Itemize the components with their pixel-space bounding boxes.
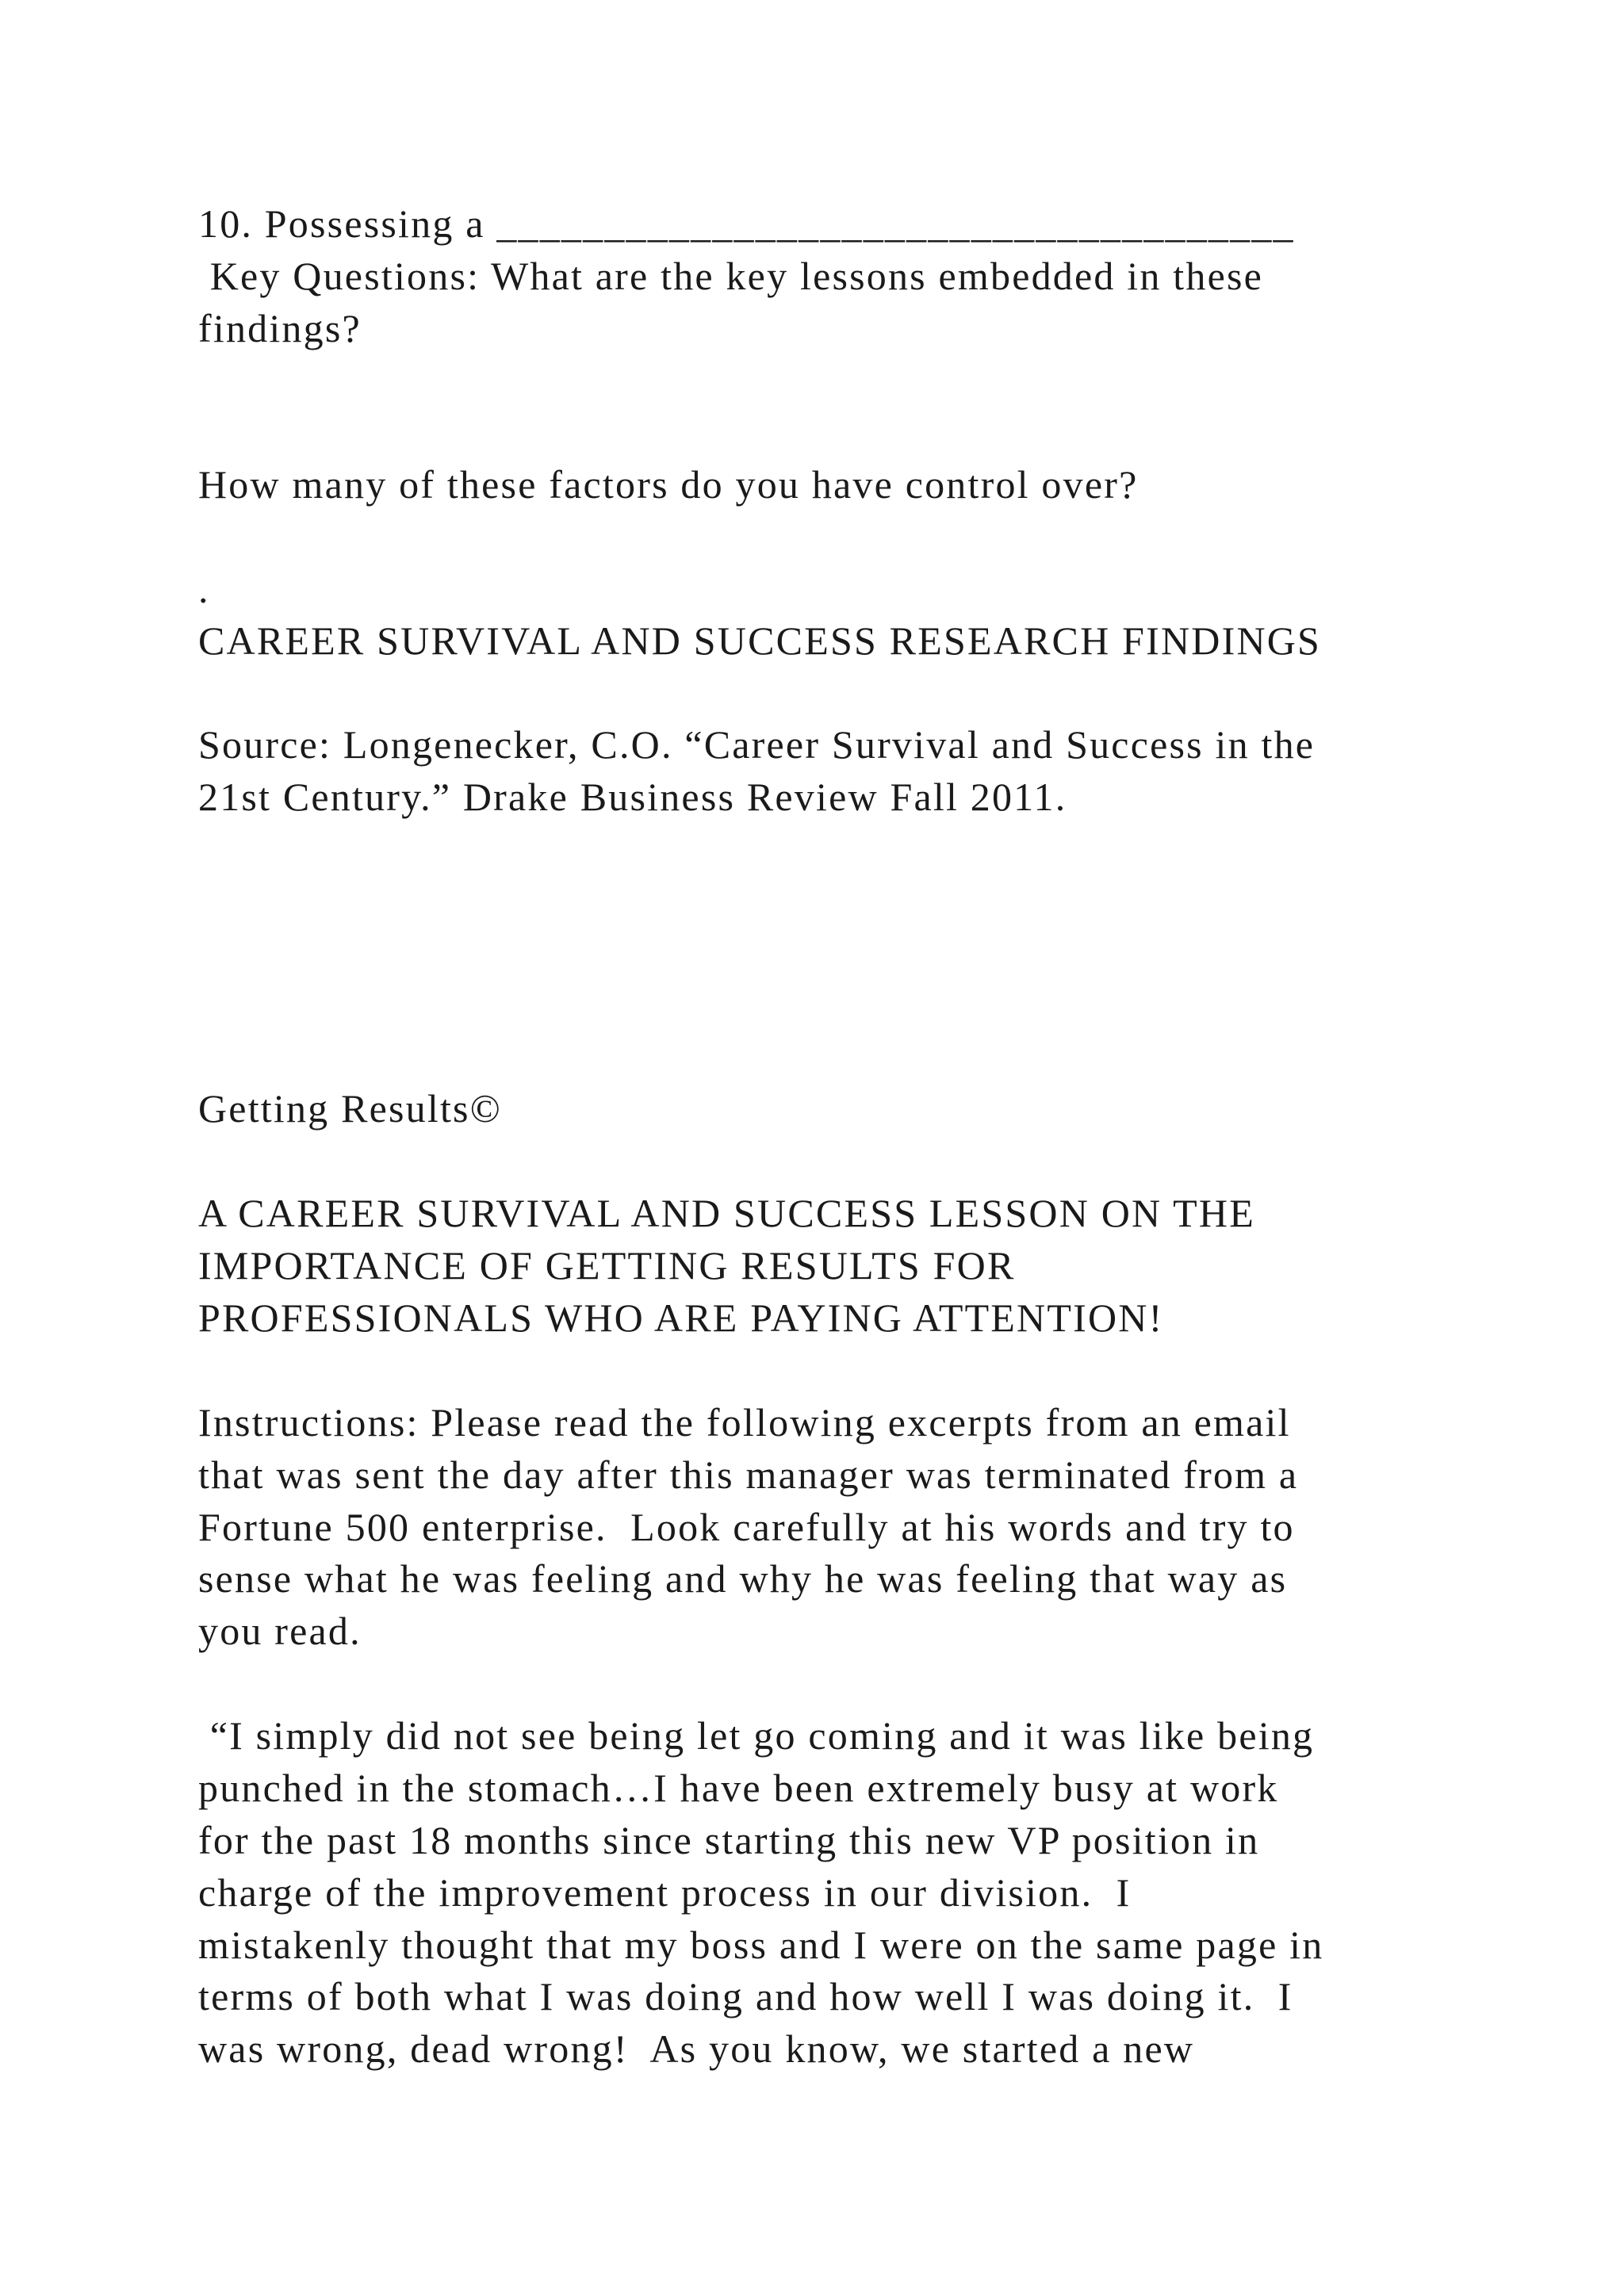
email-excerpt-line-4: charge of the improvement process in our division. I: [198, 1870, 1132, 1915]
instructions-line-4: sense what he was feeling and why he was feeling that way as: [198, 1556, 1288, 1601]
email-excerpt-line-3: for the past 18 months since starting this new VP position in: [198, 1818, 1260, 1862]
research-findings-heading: CAREER SURVIVAL AND SUCCESS RESEARCH FINDINGS: [198, 618, 1322, 663]
instructions-line-1: Instructions: Please read the following excerpts from an email: [198, 1400, 1291, 1445]
dot-line: .: [198, 567, 210, 611]
lesson-heading-line-1: A CAREER SURVIVAL AND SUCCESS LESSON ON THE: [198, 1191, 1255, 1235]
lesson-heading-line-3: PROFESSIONALS WHO ARE PAYING ATTENTION!: [198, 1295, 1164, 1340]
key-questions-line-2: findings?: [198, 306, 362, 350]
email-excerpt-line-5: mistakenly thought that my boss and I were on the same page in: [198, 1923, 1324, 1967]
key-questions-line-1: Key Questions: What are the key lessons embedded in these: [198, 254, 1264, 298]
instructions-line-3: Fortune 500 enterprise. Look carefully at his words and try to: [198, 1505, 1295, 1549]
source-line-2: 21st Century.” Drake Business Review Fall 2011.: [198, 775, 1067, 819]
question-10-line: 10. Possessing a _____________________________________: [198, 201, 1295, 246]
email-excerpt-line-7: was wrong, dead wrong! As you know, we started a new: [198, 2026, 1195, 2071]
instructions-line-5: you read.: [198, 1609, 362, 1653]
control-question-line: How many of these factors do you have control over?: [198, 462, 1139, 507]
lesson-heading-line-2: IMPORTANCE OF GETTING RESULTS FOR: [198, 1243, 1016, 1288]
email-excerpt-line-6: terms of both what I was doing and how well I was doing it. I: [198, 1974, 1293, 2019]
email-excerpt-line-2: punched in the stomach…I have been extremely busy at work: [198, 1766, 1279, 1810]
getting-results-title: Getting Results©: [198, 1086, 502, 1131]
email-excerpt-line-1: “I simply did not see being let go coming and it was like being: [198, 1713, 1315, 1758]
source-line-1: Source: Longenecker, C.O. “Career Survival and Success in the: [198, 722, 1316, 767]
instructions-line-2: that was sent the day after this manager was terminated from a: [198, 1452, 1299, 1497]
